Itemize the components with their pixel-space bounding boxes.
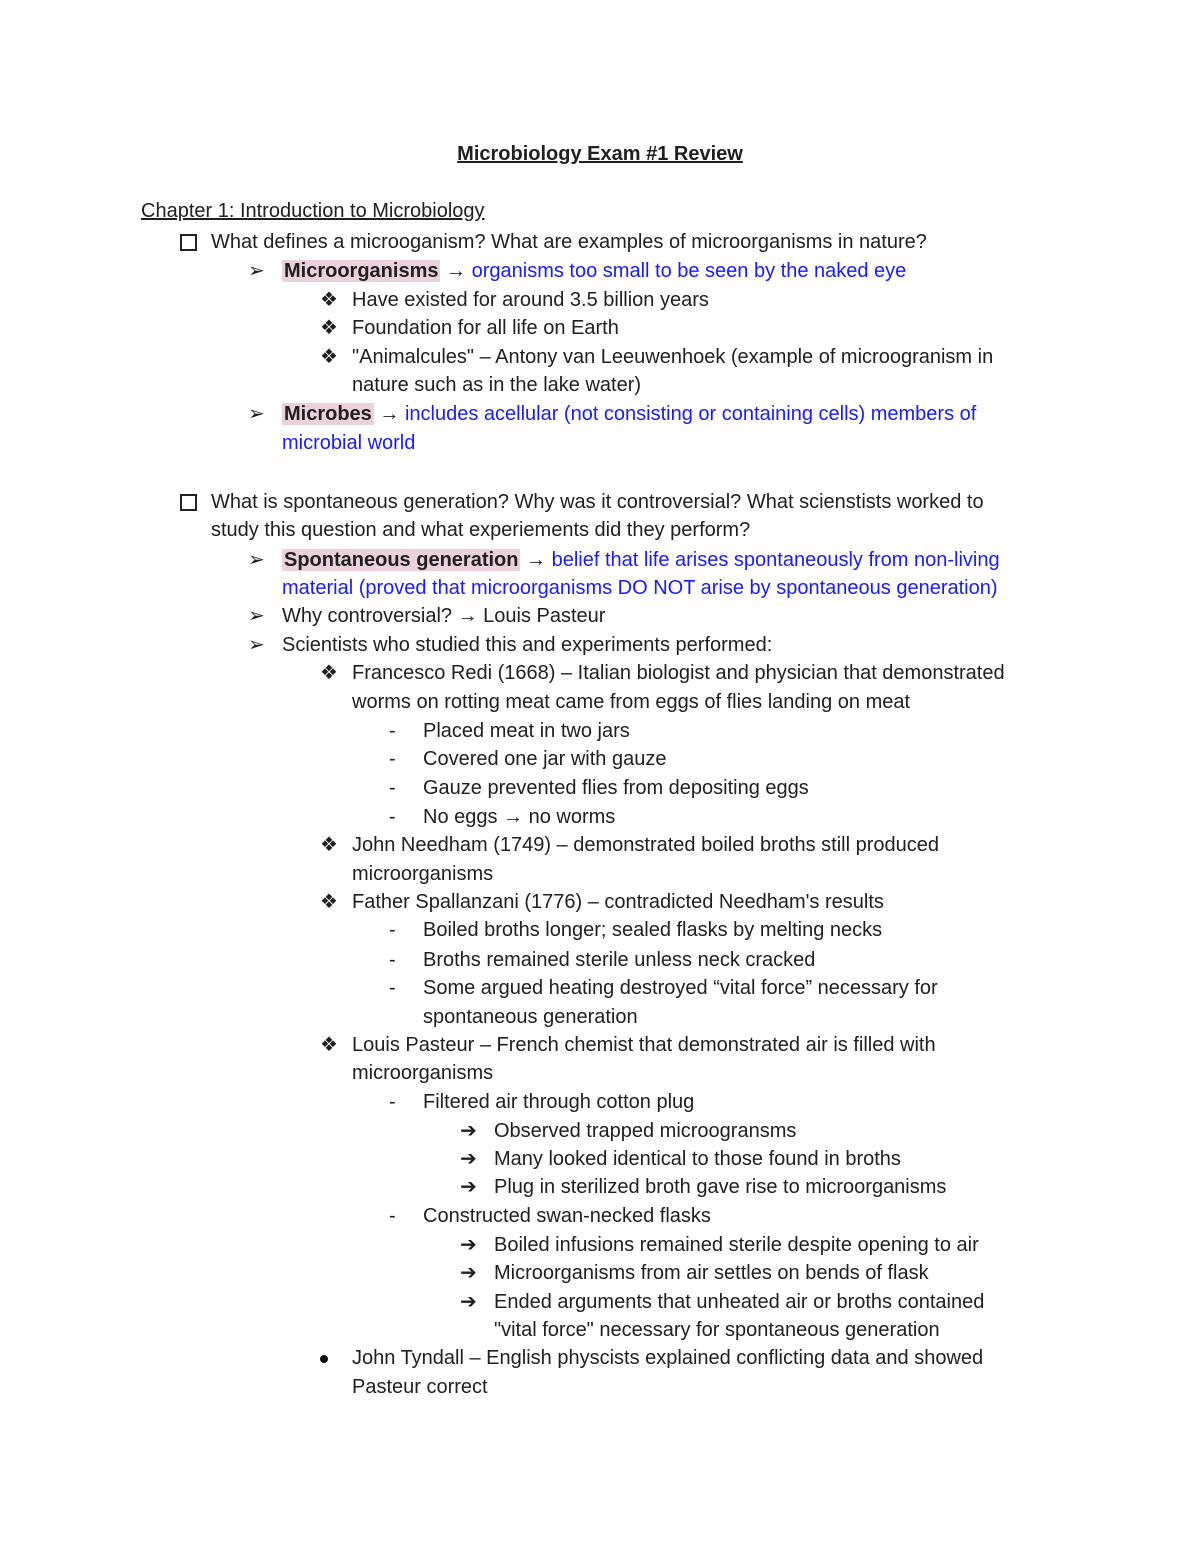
microbes-def-text: includes acellular (not consisting or containing cells) members of bbox=[404, 403, 977, 425]
dash-bullet-icon: - bbox=[389, 977, 396, 999]
list-item: Louis Pasteur – French chemist that demonstrated air is filled with bbox=[352, 1034, 936, 1056]
spontaneous-generation-term: Spontaneous generation bbox=[284, 549, 519, 571]
list-item: Broths remained sterile unless neck cracked bbox=[423, 949, 816, 971]
dot-bullet-icon bbox=[320, 1355, 328, 1363]
list-item: John Needham (1749) – demonstrated boiled broths still produced bbox=[352, 834, 940, 856]
list-item: Constructed swan-necked flasks bbox=[423, 1205, 711, 1227]
page-title: Microbiology Exam #1 Review bbox=[457, 143, 743, 165]
definition-arrow: → bbox=[520, 549, 552, 571]
diamond-bullet-icon: ❖ bbox=[320, 662, 338, 684]
question-2-continuation: study this question and what experiements did they perform? bbox=[211, 519, 751, 541]
arrow-bullet-icon: ➔ bbox=[460, 1176, 477, 1198]
list-item-continuation: worms on rotting meat came from eggs of flies landing on meat bbox=[352, 691, 911, 713]
list-item: Foundation for all life on Earth bbox=[352, 317, 619, 339]
definition-arrow: → bbox=[373, 403, 405, 425]
list-item-continuation: spontaneous generation bbox=[423, 1006, 638, 1028]
arrowhead-bullet-icon: ➢ bbox=[248, 605, 265, 627]
microbes-term: Microbes bbox=[284, 403, 372, 425]
microbes-def-continuation: microbial world bbox=[282, 432, 416, 454]
spontaneous-generation-definition bbox=[282, 547, 1000, 573]
list-item: Why controversial? → Louis Pasteur bbox=[282, 605, 606, 627]
list-item: Many looked identical to those found in broths bbox=[494, 1148, 901, 1170]
list-item: Plug in sterilized broth gave rise to microorganisms bbox=[494, 1176, 947, 1198]
list-item-continuation: microorganisms bbox=[352, 1062, 494, 1084]
list-item: Boiled broths longer; sealed flasks by melting necks bbox=[423, 919, 883, 941]
arrowhead-bullet-icon: ➢ bbox=[248, 634, 265, 656]
list-item: Placed meat in two jars bbox=[423, 720, 630, 742]
dash-bullet-icon: - bbox=[389, 919, 396, 941]
list-item: No eggs → no worms bbox=[423, 806, 616, 828]
list-item: Microorganisms from air settles on bends of flask bbox=[494, 1262, 929, 1284]
diamond-bullet-icon: ❖ bbox=[320, 289, 338, 311]
dash-bullet-icon: - bbox=[389, 748, 396, 770]
list-item-continuation: "vital force" necessary for spontaneous generation bbox=[494, 1319, 940, 1341]
microorganisms-def-text: organisms too small to be seen by the naked eye bbox=[471, 260, 907, 282]
question-2: What is spontaneous generation? Why was it controversial? What scienstists worked to bbox=[211, 491, 984, 513]
arrowhead-bullet-icon: ➢ bbox=[248, 549, 265, 571]
diamond-bullet-icon: ❖ bbox=[320, 1034, 338, 1056]
arrowhead-bullet-icon: ➢ bbox=[248, 403, 265, 425]
arrowhead-bullet-icon: ➢ bbox=[248, 260, 265, 282]
list-item: Covered one jar with gauze bbox=[423, 748, 667, 770]
definition-arrow: → bbox=[440, 260, 472, 282]
list-item: Francesco Redi (1668) – Italian biologist and physician that demonstrated bbox=[352, 662, 1005, 684]
list-item: Observed trapped microogransms bbox=[494, 1120, 797, 1142]
list-item: Have existed for around 3.5 billion years bbox=[352, 289, 709, 311]
arrow-bullet-icon: ➔ bbox=[460, 1262, 477, 1284]
list-item: Boiled infusions remained sterile despite opening to air bbox=[494, 1234, 979, 1256]
dash-bullet-icon: - bbox=[389, 720, 396, 742]
list-item-continuation: Pasteur correct bbox=[352, 1376, 488, 1398]
diamond-bullet-icon: ❖ bbox=[320, 346, 338, 368]
list-item: Scientists who studied this and experiments performed: bbox=[282, 634, 773, 656]
dash-bullet-icon: - bbox=[389, 1205, 396, 1227]
list-item: "Animalcules" – Antony van Leeuwenhoek (example of microogranism in bbox=[352, 346, 994, 368]
checkbox-icon[interactable] bbox=[180, 234, 197, 251]
microbes-definition bbox=[282, 401, 976, 427]
arrow-bullet-icon: ➔ bbox=[460, 1291, 477, 1313]
diamond-bullet-icon: ❖ bbox=[320, 834, 338, 856]
chapter-heading: Chapter 1: Introduction to Microbiology bbox=[141, 200, 485, 222]
dash-bullet-icon: - bbox=[389, 1091, 396, 1113]
list-item: Ended arguments that unheated air or broths contained bbox=[494, 1291, 985, 1313]
list-item: Filtered air through cotton plug bbox=[423, 1091, 695, 1113]
arrow-bullet-icon: ➔ bbox=[460, 1120, 477, 1142]
arrow-bullet-icon: ➔ bbox=[460, 1148, 477, 1170]
microorganisms-term: Microorganisms bbox=[284, 260, 439, 282]
arrow-bullet-icon: ➔ bbox=[460, 1234, 477, 1256]
dash-bullet-icon: - bbox=[389, 806, 396, 828]
dash-bullet-icon: - bbox=[389, 949, 396, 971]
spontaneous-def-text: belief that life arises spontaneously from non-living bbox=[551, 549, 1000, 571]
question-1: What defines a microoganism? What are examples of microorganisms in nature? bbox=[211, 231, 927, 253]
spontaneous-def-continuation: material (proved that microorganisms DO NOT arise by spontaneous generation) bbox=[282, 577, 998, 599]
list-item: Some argued heating destroyed “vital force” necessary for bbox=[423, 977, 938, 999]
list-item-continuation: nature such as in the lake water) bbox=[352, 374, 642, 396]
list-item-continuation: microorganisms bbox=[352, 863, 494, 885]
diamond-bullet-icon: ❖ bbox=[320, 317, 338, 339]
microorganisms-definition bbox=[282, 258, 906, 284]
dash-bullet-icon: - bbox=[389, 777, 396, 799]
diamond-bullet-icon: ❖ bbox=[320, 891, 338, 913]
list-item: Gauze prevented flies from depositing eggs bbox=[423, 777, 809, 799]
list-item: Father Spallanzani (1776) – contradicted Needham's results bbox=[352, 891, 884, 913]
checkbox-icon[interactable] bbox=[180, 494, 197, 511]
list-item: John Tyndall – English physcists explained conflicting data and showed bbox=[352, 1347, 984, 1369]
